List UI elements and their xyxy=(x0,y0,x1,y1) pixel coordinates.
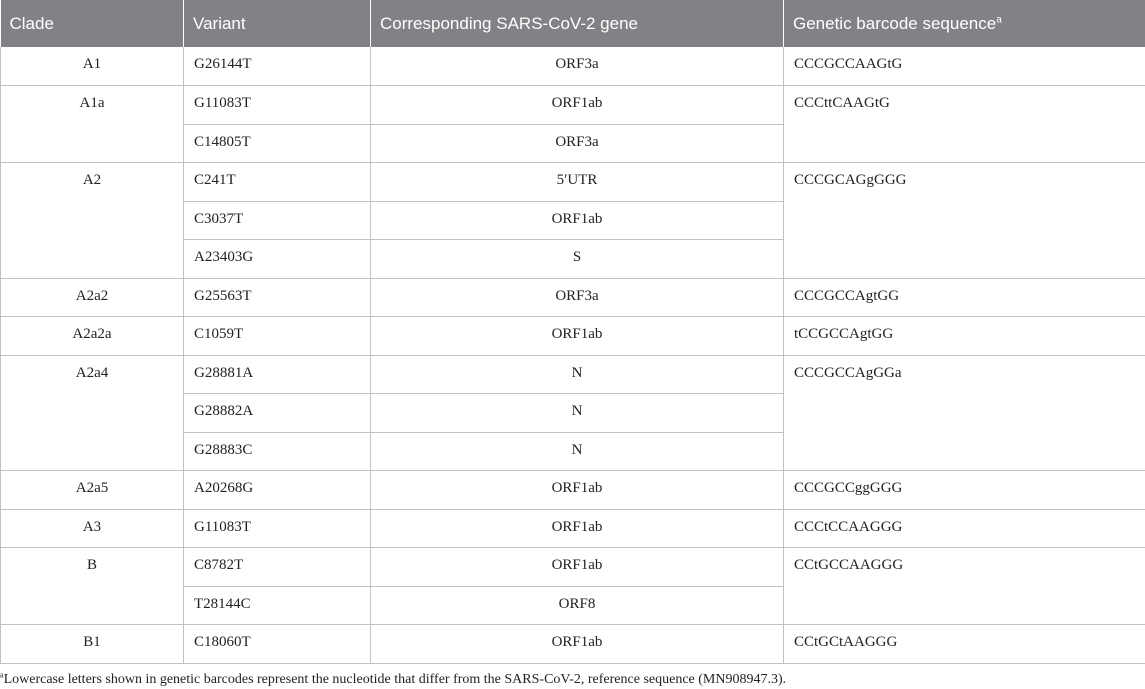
variant-cell: C8782T xyxy=(184,548,371,587)
table-footnote xyxy=(0,672,786,688)
table-row xyxy=(1,86,1145,125)
table-row xyxy=(1,163,1145,202)
gene-cell: ORF1ab xyxy=(371,509,784,548)
variant-cell: C1059T xyxy=(184,317,371,356)
gene-cell: ORF1ab xyxy=(371,548,784,587)
gene-cell: ORF3a xyxy=(371,278,784,317)
barcode-cell: CCCttCAAGtG xyxy=(784,86,1145,163)
gene-cell: ORF3a xyxy=(371,124,784,163)
variant-cell: C241T xyxy=(184,163,371,202)
clade-cell: A2 xyxy=(1,163,184,279)
footnote-text: Lowercase letters shown in genetic barcodes represent the nucleotide that differ from the SARS-CoV-2, reference sequence (MN908947.3). xyxy=(3,672,787,687)
clade-cell: A2a4 xyxy=(1,355,184,471)
variant-cell: G25563T xyxy=(184,278,371,317)
header-variant: Variant xyxy=(184,0,371,47)
table-row xyxy=(1,278,1145,317)
gene-cell: ORF8 xyxy=(371,586,784,625)
gene-cell: ORF1ab xyxy=(371,471,784,510)
table-row xyxy=(1,355,1145,394)
variant-cell: A23403G xyxy=(184,240,371,279)
variant-cell: C3037T xyxy=(184,201,371,240)
variant-cell: G11083T xyxy=(184,86,371,125)
variant-cell: C14805T xyxy=(184,124,371,163)
clade-cell: A2a5 xyxy=(1,471,184,510)
barcode-cell: CCtGCtAAGGG xyxy=(784,625,1145,664)
clade-cell: B xyxy=(1,548,184,625)
barcode-cell: CCCGCCAgGGa xyxy=(784,355,1145,471)
header-gene: Corresponding SARS-CoV-2 gene xyxy=(371,0,784,47)
table-row xyxy=(1,47,1145,86)
gene-cell: N xyxy=(371,394,784,433)
gene-cell: N xyxy=(371,432,784,471)
clade-cell: A2a2 xyxy=(1,278,184,317)
table-row xyxy=(1,625,1145,664)
table-row xyxy=(1,471,1145,510)
barcode-cell: CCCGCAGgGGG xyxy=(784,163,1145,279)
table-row xyxy=(1,509,1145,548)
barcode-cell: CCtGCCAAGGG xyxy=(784,548,1145,625)
gene-cell: S xyxy=(371,240,784,279)
variant-cell: T28144C xyxy=(184,586,371,625)
gene-cell: 5′UTR xyxy=(371,163,784,202)
header-barcode-footnote-marker: a xyxy=(996,13,1002,25)
barcode-cell: CCCGCCAAGtG xyxy=(784,47,1145,86)
variant-cell: G28883C xyxy=(184,432,371,471)
barcode-cell: CCCGCCAgtGG xyxy=(784,278,1145,317)
clade-cell: A3 xyxy=(1,509,184,548)
table-body xyxy=(1,47,1145,663)
footnote-marker: a xyxy=(0,670,4,680)
barcode-cell: CCCGCCggGGG xyxy=(784,471,1145,510)
clade-cell: A1 xyxy=(1,47,184,86)
header-clade: Clade xyxy=(1,0,184,47)
variant-cell: G11083T xyxy=(184,509,371,548)
header-barcode xyxy=(784,0,1145,47)
header-barcode-label: Genetic barcode sequence xyxy=(793,13,997,33)
barcode-cell: tCCGCCAgtGG xyxy=(784,317,1145,356)
clade-cell: A1a xyxy=(1,86,184,163)
clade-cell: A2a2a xyxy=(1,317,184,356)
gene-cell: ORF3a xyxy=(371,47,784,86)
header-row xyxy=(1,0,1145,47)
table-row xyxy=(1,548,1145,587)
variant-cell: G26144T xyxy=(184,47,371,86)
gene-cell: ORF1ab xyxy=(371,201,784,240)
gene-cell: ORF1ab xyxy=(371,317,784,356)
variant-cell: C18060T xyxy=(184,625,371,664)
barcode-cell: CCCtCCAAGGG xyxy=(784,509,1145,548)
variant-cell: A20268G xyxy=(184,471,371,510)
gene-cell: N xyxy=(371,355,784,394)
variant-cell: G28881A xyxy=(184,355,371,394)
gene-cell: ORF1ab xyxy=(371,625,784,664)
variant-cell: G28882A xyxy=(184,394,371,433)
gene-cell: ORF1ab xyxy=(371,86,784,125)
clade-cell: B1 xyxy=(1,625,184,664)
table-row xyxy=(1,317,1145,356)
